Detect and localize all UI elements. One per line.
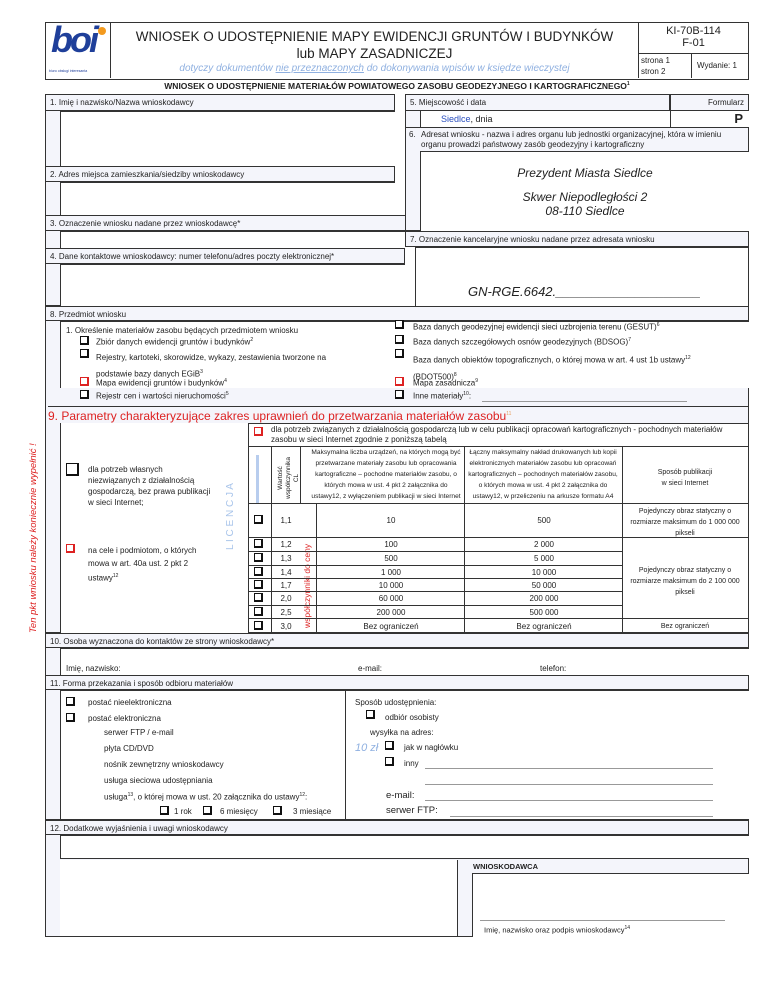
pickup-label: odbiór osobisty: [385, 713, 439, 722]
3-months-label: 3 miesiące: [293, 807, 332, 816]
business-use-label: dla potrzeb związanych z działalnością gospodarczą lub w celu publikacji opracowań kartograficznych - pochodnych materiałów zasobu w sieci Internet zgodnie z poniższą tabelą: [271, 425, 723, 444]
checkbox-egib-data[interactable]: [80, 336, 89, 345]
max-devices: 60 000: [378, 594, 404, 603]
section-2-label: 2. Adres miejsca zamieszkania/siedziby wnioskodawcy: [45, 166, 395, 182]
egib-data-label: Zbiór danych ewidencji gruntów i budynków$^2$: [96, 337, 254, 347]
cd-dvd-option: płyta CD/DVD: [104, 744, 154, 753]
cl-value: 1,2: [280, 540, 292, 549]
checkbox-business-use[interactable]: [254, 427, 263, 436]
page-number: strona 1: [641, 56, 670, 65]
1-year-label: 1 rok: [174, 807, 192, 816]
city-value: Siedlce: [441, 114, 471, 124]
checkbox-cl-3-0[interactable]: [254, 621, 263, 630]
checkbox-cl-2-5[interactable]: [254, 607, 263, 616]
contact-phone-field[interactable]: telefon:: [540, 664, 567, 673]
s6-text: Adresat wniosku - nazwa i adres organu lub jednostki organizacyjnej, która w imieniu organu prowadzi państwowy zasób geodezyjny i kartograficzny: [421, 130, 722, 149]
s6-num: 6.: [409, 130, 416, 139]
title-line1: WNIOSEK O UDOSTĘPNIENIE MAPY EWIDENCJI GRUNTÓW I BUDYNKÓW: [135, 29, 614, 44]
addressee-line-1: Prezydent Miasta Siedlce: [517, 166, 653, 180]
checkbox-6-months[interactable]: [203, 806, 212, 815]
cl-value: 1,4: [280, 567, 292, 577]
header-title: [111, 23, 638, 74]
publication-3: Bez ograniczeń: [660, 623, 710, 630]
section-1-label: 1. Imię i nazwisko/Nazwa wnioskodawcy: [45, 94, 395, 111]
logo: [46, 19, 111, 78]
publication-2: Pojedynczy obraz statyczny o rozmiarze maksimum do 2 100 000 pikseli: [630, 567, 740, 596]
checkbox-cl-1-2[interactable]: [254, 539, 263, 548]
publication-1: Pojedynczy obraz statyczny o rozmiarze maksimum do 1 000 000 pikseli: [630, 508, 740, 537]
max-devices: 500: [384, 554, 398, 563]
bdot500-label: Baza danych obiektów topograficznych, o której mowa w art. 4 ust 1b ustawy$^{12}$ (BDOT500)$^8$: [413, 355, 691, 382]
code-2: F-01: [682, 37, 705, 49]
ftp-server-label: serwer FTP:: [386, 805, 438, 816]
other-address-line-2[interactable]: [425, 784, 713, 785]
checkbox-price-register[interactable]: [80, 390, 89, 399]
max-copies: 10 000: [531, 567, 557, 577]
max-devices: 10: [386, 516, 396, 525]
other-materials-input[interactable]: [482, 401, 687, 402]
row-divider-cb: [248, 551, 271, 552]
email-input[interactable]: [425, 800, 713, 801]
row-divider-cb: [248, 578, 271, 579]
price-factors-label: współczynniki do ceny: [302, 543, 312, 628]
checkbox-cl-1-1[interactable]: [254, 515, 263, 524]
logo-dot: [98, 27, 106, 35]
row-divider-cb: [248, 605, 271, 606]
other-address-label: inny: [404, 759, 419, 768]
row-divider: [271, 605, 622, 606]
max-copies: 2 000: [533, 540, 555, 549]
contact-person-box: [60, 648, 749, 675]
form-subtitle: [45, 81, 749, 91]
mandatory-note: Ten pkt wniosku należy koniecznie wypełnić !: [28, 443, 39, 633]
non-electronic-label: postać nieelektroniczna: [88, 698, 172, 707]
section-9-title: 9. Parametry charakteryzujące zakres uprawnień do przetwarzania materiałów zasobu$^{11}$: [48, 406, 748, 423]
max-devices: 200 000: [376, 607, 406, 617]
page-count: stron 2: [641, 67, 666, 76]
licence-label: L I C E N C J A: [225, 483, 236, 550]
checkbox-non-electronic[interactable]: [66, 697, 75, 706]
licence-left-box: [60, 423, 249, 633]
blank-area: [60, 860, 457, 936]
max-copies: 200 000: [529, 594, 559, 603]
row-divider: [271, 591, 622, 592]
section-5-label: 5. Miejscowość i data: [405, 94, 670, 111]
other-materials-label: Inne materiały$^{10}$:: [413, 391, 472, 401]
checkbox-same-address[interactable]: [385, 741, 394, 750]
cl-value: 1,3: [280, 554, 292, 563]
office-reference-value: GN-RGE.6642.____________________: [468, 284, 701, 299]
cl-value: 1,7: [280, 580, 292, 590]
registers-label: Rejestry, kartoteki, skorowidze, wykazy, zestawienia tworzone na podstawie bazy danych EGiB$^3$: [96, 353, 327, 379]
shipping-fee: 10 zł: [355, 742, 379, 754]
section-8-label: 8. Przedmiot wniosku: [45, 306, 749, 321]
down-arrow-icon: [256, 455, 264, 503]
ftp-server-input[interactable]: [450, 816, 713, 817]
remarks-input[interactable]: [60, 835, 749, 859]
cl-value: 3,0: [280, 621, 292, 631]
form-type-value: P: [670, 111, 749, 127]
electronic-label: postać elektroniczna: [88, 714, 161, 723]
edition: Wydanie: 1: [697, 61, 737, 70]
external-drive-option: nośnik zewnętrzny wnioskodawcy: [104, 760, 224, 769]
own-use-label: dla potrzeb własnych niezwiązanych z działalnością gospodarczą, bez prawa publikacji w sieci Internet;: [88, 465, 211, 507]
contact-name-field[interactable]: Imię, nazwisko:: [66, 664, 121, 673]
applicant-name-input[interactable]: [60, 111, 395, 166]
col-b-header: Łączny maksymalny nakład drukowanych lub kopii elektronicznych materiałów zasobu lub opracowań kartograficznych – pochodnych materiałów zasobu, o których mowa w ust. 4 pkt 2 załącznika do ustawy12, w przeliczeniu na arkusze formatu A4: [468, 449, 618, 500]
applicant-address-input[interactable]: [60, 182, 395, 215]
section-4-label: 4. Dane kontaktowe wnioskodawcy: numer telefonu/adres poczty elektronicznej*: [45, 248, 405, 264]
signature-title: WNIOSKODAWCA: [473, 862, 538, 871]
max-devices: 10 000: [378, 580, 404, 590]
checkbox-bdsog[interactable]: [395, 335, 404, 344]
col-c-header: Sposób publikacji w sieci Internet: [657, 469, 713, 487]
section-3-label: 3. Oznaczenie wniosku nadane przez wnioskodawcę*: [45, 215, 748, 231]
max-copies: Bez ograniczeń: [516, 621, 572, 631]
checkbox-bdot500[interactable]: [395, 349, 404, 358]
date-label: , dnia: [470, 114, 493, 124]
header-note: [111, 63, 638, 74]
addressee-line-3: 08-110 Siedlce: [545, 204, 625, 218]
shipping-label: wysyłka na adres:: [370, 728, 434, 737]
checkbox-own-use[interactable]: [66, 463, 79, 476]
network-service-option: usługa sieciowa udostępniania: [104, 776, 213, 785]
bdsog-label: Baza danych szczegółowych osnów geodezyjnych (BDSOG)$^7$: [413, 337, 631, 347]
date-field[interactable]: [420, 111, 670, 127]
max-devices: 1 000: [380, 567, 402, 577]
checkbox-cl-1-7[interactable]: [254, 580, 263, 589]
note-a: dotyczy dokumentów: [179, 63, 276, 74]
cl-value: 2,5: [280, 607, 292, 617]
checkbox-other-address[interactable]: [385, 757, 394, 766]
contact-email-field[interactable]: e-mail:: [358, 664, 383, 673]
subtitle-text: WNIOSEK O UDOSTĘPNIENIE MATERIAŁÓW POWIATOWEGO ZASOBU GEODEZYJNEGO I KARTOGRAFICZNEGO: [164, 81, 627, 91]
header: [45, 19, 749, 80]
gesut-label: Baza danych geodezyjnej ewidencji sieci uzbrojenia terenu (GESUT)$^6$: [413, 322, 660, 332]
other-address-line-1[interactable]: [425, 768, 713, 769]
max-copies: 5 000: [533, 554, 555, 563]
max-copies: 500: [537, 516, 551, 525]
row-divider-cb: [248, 565, 271, 566]
signature-caption: Imię, nazwisko oraz podpis wnioskodawcy$^{14}$: [484, 925, 631, 935]
row-divider-cb: [248, 537, 271, 538]
checkbox-egib-map[interactable]: [80, 377, 89, 386]
row-divider-cb: [248, 618, 271, 619]
price-register-label: Rejestr cen i wartości nieruchomości$^5$: [96, 391, 229, 401]
section-6-label: [405, 127, 749, 151]
max-copies: 50 000: [531, 580, 557, 590]
checkbox-gesut[interactable]: [395, 320, 404, 329]
email-label: e-mail:: [386, 790, 415, 801]
doc-code: [639, 25, 748, 54]
contact-input[interactable]: [60, 264, 405, 306]
checkbox-base-map[interactable]: [395, 377, 404, 386]
logo-sub: biuro obsługi interesanta: [49, 69, 88, 73]
service-text: usługa$^{13}$, o której mowa w ust. 20 załącznika do ustawy$^{12}$:: [104, 792, 308, 802]
addressee-line-2: Skwer Niepodległości 2: [522, 190, 648, 204]
max-devices: Bez ograniczeń: [363, 621, 419, 631]
cl-header: Wartość współczynnika CL: [277, 457, 300, 499]
section-7-label: 7. Oznaczenie kancelaryjne wniosku nadane przez adresata wniosku: [405, 231, 749, 247]
logo-text: boi: [51, 19, 96, 60]
same-address-label: jak w nagłówku: [404, 743, 459, 752]
row-divider: [271, 578, 622, 579]
checkbox-electronic[interactable]: [66, 713, 75, 722]
checkbox-pickup[interactable]: [366, 710, 375, 719]
checkbox-other-materials[interactable]: [395, 390, 404, 399]
6-months-label: 6 miesięcy: [220, 807, 258, 816]
checkbox-cl-1-4[interactable]: [254, 567, 263, 576]
ftp-email-option: serwer FTP / e-mail: [104, 728, 174, 737]
note-b: nie przeznaczonych: [275, 63, 364, 74]
max-copies: 500 000: [529, 607, 559, 617]
checkbox-registers[interactable]: [80, 349, 89, 358]
subtitle-sup: 1: [626, 81, 630, 88]
form-type-label: Formularz: [670, 94, 749, 111]
section-11-label: 11. Forma przekazania i sposób odbioru materiałów: [45, 675, 749, 690]
applicant-reference-input[interactable]: [60, 231, 405, 248]
cl-value: 1,1: [280, 516, 292, 525]
signature-line: [480, 920, 725, 921]
office-reference-field[interactable]: [415, 247, 749, 306]
egib-map-label: Mapa ewidencji gruntów i budynków$^4$: [96, 378, 227, 388]
col-a-header: Maksymalna liczba urządzeń, na których mogą być przetwarzane materiały zasobu lub opracowania kartograficzne – pochodne materiałów zasobu, o których mowa w ust. 4 pkt 2 załącznika do ustawy12, z wyłączeniem publikacji w sieci Internet: [311, 449, 461, 500]
materials-intro: 1. Określenie materiałów zasobu będących przedmiotem wniosku: [66, 326, 299, 335]
code-1: KI-70B-114: [666, 25, 721, 37]
title-line2: lub MAPY ZASADNICZEJ: [296, 46, 453, 61]
checkbox-3-months[interactable]: [273, 806, 282, 815]
row-divider: [271, 565, 622, 566]
base-map-label: Mapa zasadnicza$^9$: [413, 378, 479, 388]
note-c: do dokonywania wpisów w księdze wieczystej: [363, 63, 570, 74]
addressee-field[interactable]: [420, 151, 749, 231]
section-10-label: 10. Osoba wyznaczona do kontaktów ze strony wnioskodawcy*: [45, 633, 749, 648]
row-divider-cb: [248, 591, 271, 592]
checkbox-art40a[interactable]: [66, 544, 75, 553]
checkbox-1-year[interactable]: [160, 806, 169, 815]
max-devices: 100: [384, 540, 398, 549]
row-divider: [271, 537, 622, 538]
doc-code-cell: [638, 23, 748, 78]
checkbox-cl-1-3[interactable]: [254, 553, 263, 562]
cl-value: 2,0: [280, 594, 292, 603]
row-divider: [271, 551, 622, 552]
delivery-method-label: Sposób udostępnienia:: [355, 698, 437, 707]
section-12-label: 12. Dodatkowe wyjaśnienia i uwagi wnioskodawcy: [45, 820, 749, 835]
checkbox-cl-2-0[interactable]: [254, 593, 263, 602]
art40a-label: na cele i podmiotom, o których mowa w art. 40a ust. 2 pkt 2 ustawy$^{12}$: [88, 546, 197, 583]
